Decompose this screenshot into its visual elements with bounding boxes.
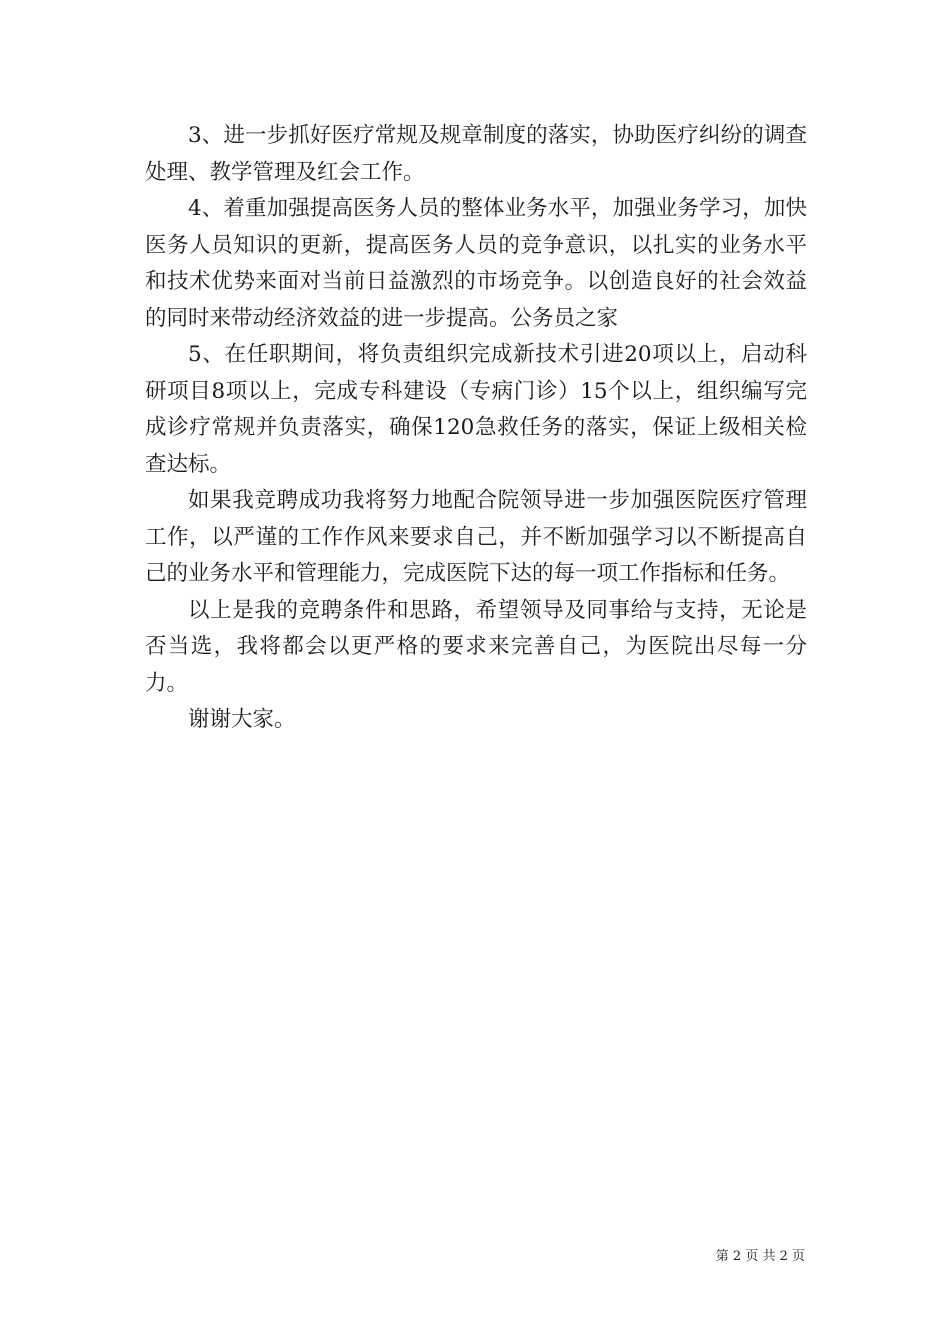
paragraph-commitment: 如果我竞聘成功我将努力地配合院领导进一步加强医院医疗管理工作，以严谨的工作作风来要求自己，并不断加强学习以不断提高自己的业务水平和管理能力，完成医院下达的每一项工作指标和任务。 <box>145 488 807 586</box>
paragraph-item-5: 5、在任职期间，将负责组织完成新技术引进20项以上，启动科研项目8项以上，完成专科建设（专病门诊）15个以上，组织编写完成诊疗常规并负责落实，确保120急救任务的落实，保证上级相关检查达标。 <box>145 342 807 477</box>
paragraph-thanks: 谢谢大家。 <box>188 707 296 732</box>
page-number-footer: 第 2 页 共 2 页 <box>715 1249 805 1264</box>
paragraph-conclusion: 以上是我的竞聘条件和思路，希望领导及同事给与支持，无论是否当选，我将都会以更严格的要求来完善自己，为医院出尽每一分力。 <box>145 597 807 696</box>
document-body <box>145 118 807 739</box>
paragraph-item-4: 4、着重加强提高医务人员的整体业务水平，加强业务学习，加快医务人员知识的更新，提高医务人员的竞争意识，以扎实的业务水平和技术优势来面对当前日益激烈的市场竞争。以创造良好的社会效益的同时来带动经济效益的进一步提高。公务员之家 <box>145 196 807 331</box>
paragraph-item-3: 3、进一步抓好医疗常规及规章制度的落实，协助医疗纠纷的调查处理、教学管理及红会工作。 <box>145 123 807 185</box>
